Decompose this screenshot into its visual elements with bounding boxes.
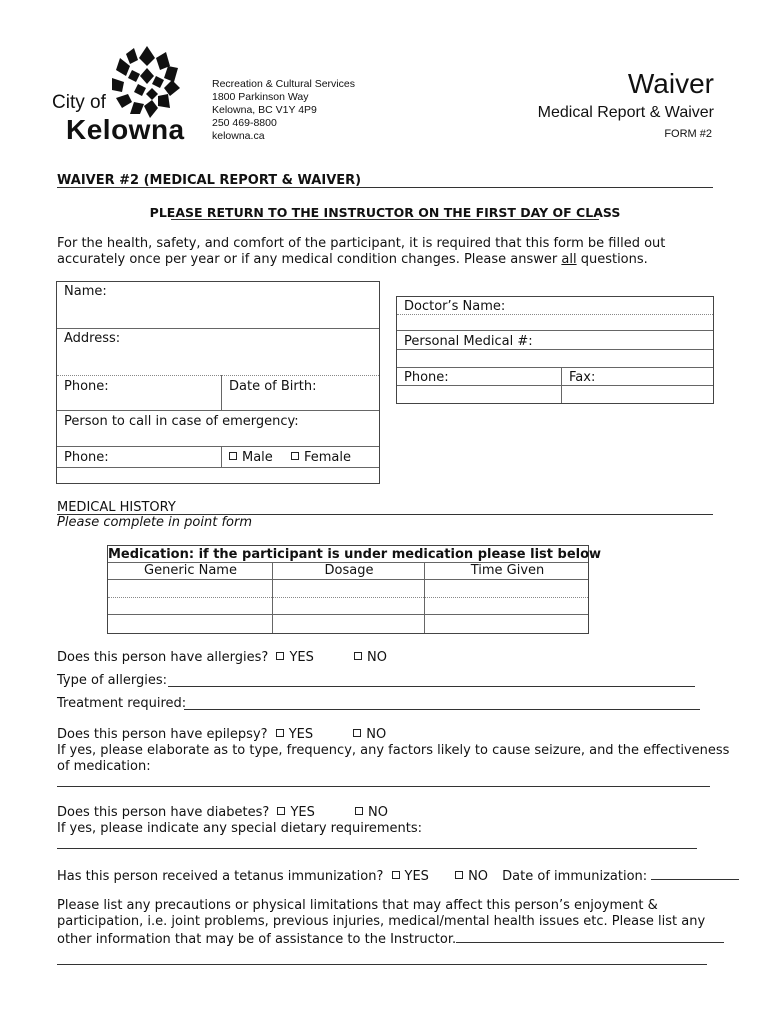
- allergy-type-label: Type of allergies:: [57, 673, 167, 688]
- tetanus-yes-checkbox[interactable]: [392, 871, 400, 879]
- diabetes-question: Does this person have diabetes? YES NO: [57, 805, 388, 820]
- return-notice: PLEASE RETURN TO THE INSTRUCTOR ON THE FIRST DAY OF CLASS: [149, 205, 621, 220]
- doctor-name-label: Doctor’s Name:: [404, 299, 506, 314]
- allergies-no-label: NO: [367, 650, 387, 665]
- tetanus-question: Has this person received a tetanus immunization? YES NO Date of immunization:: [57, 867, 739, 884]
- tetanus-no-checkbox[interactable]: [455, 871, 463, 879]
- name-label: Name:: [64, 284, 107, 299]
- doctor-fax-label: Fax:: [569, 370, 596, 385]
- treatment-line[interactable]: [184, 709, 700, 710]
- epilepsy-detail-1: If yes, please elaborate as to type, frequency, any factors likely to cause seizure, and the effectiveness: [57, 743, 730, 758]
- epilepsy-answer-line[interactable]: [57, 786, 710, 787]
- logo-kelowna: Kelowna: [66, 114, 185, 145]
- city-logo: [52, 42, 187, 147]
- form-title: Waiver: [627, 68, 714, 99]
- epilepsy-detail-2: of medication:: [57, 759, 151, 774]
- precautions-line-2: participation, i.e. joint problems, previous injuries, medical/mental health issues etc. Please list any: [57, 914, 706, 929]
- immunization-date-line[interactable]: [651, 867, 739, 880]
- participant-info-box: [56, 281, 380, 484]
- medical-history-subtitle: Please complete in point form: [57, 515, 252, 530]
- allergies-question: Does this person have allergies? YES NO: [57, 650, 387, 665]
- column-dosage: Dosage: [324, 563, 374, 578]
- medical-number-label: Personal Medical #:: [404, 334, 533, 349]
- intro-emphasis: all: [561, 252, 577, 267]
- section-title: WAIVER #2 (MEDICAL REPORT & WAIVER): [57, 173, 362, 188]
- allergies-yes-label: YES: [289, 650, 314, 665]
- doctor-phone-label: Phone:: [404, 370, 449, 385]
- precautions-answer-line-2[interactable]: [57, 964, 707, 965]
- diabetes-no-checkbox[interactable]: [355, 807, 363, 815]
- intro-line-2: accurately once per year or if any medical condition changes. Please answer all questions.: [57, 252, 648, 267]
- address-line: Kelowna, BC V1Y 4P9: [212, 104, 317, 116]
- return-notice-underline: [171, 219, 599, 220]
- epilepsy-yes-checkbox[interactable]: [276, 729, 284, 737]
- gender-female-option[interactable]: Female: [291, 450, 351, 465]
- diabetes-no-label: NO: [368, 805, 388, 820]
- precautions-line-3: other information that may be of assistance to the Instructor.: [57, 930, 724, 948]
- tetanus-yes-label: YES: [404, 869, 429, 884]
- allergy-type-line[interactable]: [168, 686, 695, 687]
- epilepsy-question: Does this person have epilepsy? YES NO: [57, 727, 387, 742]
- department-address: [212, 78, 355, 143]
- immunization-date-label: Date of immunization:: [502, 869, 652, 884]
- intro-paragraph: [57, 236, 665, 268]
- section-title-rule: [57, 187, 713, 188]
- address-line: Recreation & Cultural Services: [212, 78, 355, 90]
- male-checkbox[interactable]: [229, 452, 237, 460]
- gender-male-option[interactable]: Male: [229, 450, 273, 465]
- emergency-phone-label: Phone:: [64, 450, 109, 465]
- column-generic-name: Generic Name: [144, 563, 237, 578]
- address-line: kelowna.ca: [212, 130, 265, 142]
- diabetes-yes-checkbox[interactable]: [277, 807, 285, 815]
- precautions-paragraph: [57, 898, 724, 948]
- epilepsy-no-checkbox[interactable]: [353, 729, 361, 737]
- emergency-contact-label: Person to call in case of emergency:: [64, 414, 299, 429]
- intro-line-1: For the health, safety, and comfort of the participant, it is required that this form be filled out: [57, 236, 666, 251]
- tetanus-no-label: NO: [468, 869, 489, 884]
- address-line: 1800 Parkinson Way: [212, 91, 309, 103]
- epilepsy-no-label: NO: [366, 727, 387, 742]
- form-subtitle: Medical Report & Waiver: [537, 104, 714, 121]
- precautions-answer-line-1[interactable]: [456, 930, 724, 943]
- allergies-yes-checkbox[interactable]: [276, 652, 284, 660]
- logo-city-of: City of: [52, 92, 106, 113]
- female-checkbox[interactable]: [291, 452, 299, 460]
- precautions-line-1: Please list any precautions or physical limitations that may affect this person’s enjoyment &: [57, 898, 658, 913]
- dob-label: Date of Birth:: [229, 379, 317, 394]
- form-number: FORM #2: [664, 128, 712, 140]
- address-label: Address:: [64, 331, 121, 346]
- diabetes-yes-label: YES: [290, 805, 315, 820]
- kelowna-logo-icon: [108, 44, 186, 122]
- diabetes-detail: If yes, please indicate any special dietary requirements:: [57, 821, 423, 836]
- allergies-no-checkbox[interactable]: [354, 652, 362, 660]
- address-line: 250 469-8800: [212, 117, 277, 129]
- diabetes-answer-line[interactable]: [57, 848, 697, 849]
- treatment-label: Treatment required:: [57, 696, 187, 711]
- doctor-info-box: [396, 296, 714, 404]
- medication-table-heading: Medication: if the participant is under medication please list below: [108, 547, 602, 562]
- epilepsy-yes-label: YES: [288, 727, 314, 742]
- medical-history-title: MEDICAL HISTORY: [57, 500, 176, 515]
- phone-label: Phone:: [64, 379, 109, 394]
- column-time-given: Time Given: [470, 563, 545, 578]
- medication-table: [107, 545, 602, 634]
